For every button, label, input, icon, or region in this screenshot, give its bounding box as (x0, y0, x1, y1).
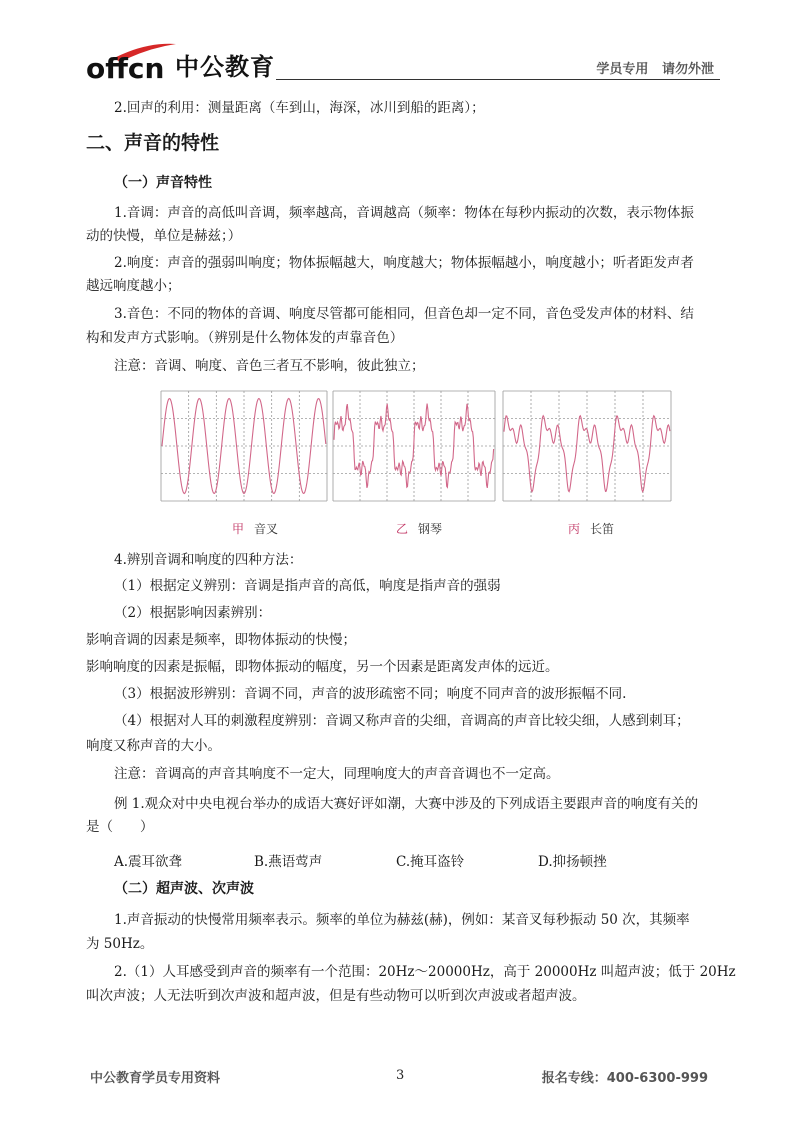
timbre-line-2: 构和发声方式影响。（辨别是什么物体发的声靠音色） (86, 330, 404, 346)
scope-grid (161, 391, 327, 501)
footer-label: 中公教育学员专用资料 (90, 1071, 221, 1086)
pitch-line-2: 动的快慢，单位是赫兹；） (86, 228, 242, 244)
note-independent: 注意：音调、响度、音色三者互不影响，彼此独立； (114, 358, 425, 374)
method-2: （2）根据影响因素辨别： (114, 605, 272, 621)
method-2-pitch-factor: 影响音调的因素是频率，即物体振动的快慢； (86, 632, 356, 648)
echo-usage-line: 2.回声的利用：测量距离（车到山，海深，冰川到船的距离）； (114, 100, 485, 116)
waveform-tuning-fork (160, 390, 328, 502)
timbre-line-1: 3.音色：不同的物体的音调、响度尽管都可能相同，但音色却一定不同，音色受发声体的材料、结 (114, 306, 694, 322)
offcn-logo-mark (86, 40, 178, 84)
loudness-line-1: 2.响度：声音的强弱叫响度；物体振幅越大，响度越大；物体振幅越小，响度越小；听者距发声者 (114, 255, 694, 271)
example-1-line-2: 是（ ） (86, 819, 154, 835)
method-1: （1）根据定义辨别：音调是指声音的高低，响度是指声音的强弱 (114, 578, 501, 594)
method-4-line-1: （4）根据对人耳的刺激程度辨别：音调又称声音的尖细，音调高的声音比较尖细，人感到刺耳； (114, 713, 690, 729)
method-3: （3）根据波形辨别：音调不同，声音的波形疏密不同；响度不同声音的波形振幅不同. (114, 686, 627, 702)
section-heading: 二、声音的特性 (86, 132, 220, 154)
ultrasound-line-1: 1.声音振动的快慢常用频率表示。频率的单位为赫兹(赫)，例如：某音叉每秒振动 50 次，其频率 (114, 912, 690, 928)
method-2-loudness-factor: 影响响度的因素是振幅，即物体振动的幅度，另一个因素是距离发声体的远近。 (86, 659, 559, 675)
caption-piano: 乙 钢琴 (396, 522, 443, 536)
example-1-line-1: 例 1.观众对中央电视台举办的成语大赛好评如潮，大赛中涉及的下列成语主要跟声音的响度有关的 (114, 796, 699, 812)
option-c: C.掩耳盗铃 (396, 854, 465, 870)
subsection-heading-2: （二）超声波、次声波 (114, 881, 254, 897)
method-4-line-2: 响度又称声音的大小。 (86, 738, 221, 754)
subsection-heading-1: （一）声音特性 (114, 175, 212, 191)
loudness-line-2: 越远响度越小； (86, 278, 181, 294)
scope-grid (503, 391, 671, 501)
waveform-tuning-fork-svg (160, 390, 328, 502)
ultrasound-line-2: 为 50Hz。 (86, 936, 154, 952)
waveform-flute-svg (502, 390, 672, 502)
pitch-line-1: 1.音调：声音的高低叫音调，频率越高，音调越高（频率：物体在每秒内振动的次数，表示物体振 (114, 205, 694, 221)
caption-tuning-fork: 甲 音叉 (232, 522, 279, 536)
caption-flute: 丙 长笛 (568, 522, 615, 536)
four-methods-heading: 4.辨别音调和响度的四种方法： (114, 552, 303, 568)
note-pitch-loudness: 注意：音调高的声音其响度不一定大，同理响度大的声音音调也不一定高。 (114, 766, 560, 782)
ultrasound-line-4: 叫次声波；人无法听到次声波和超声波，但是有些动物可以听到次声波或者超声波。 (86, 988, 586, 1004)
header-rule (276, 79, 720, 80)
ultrasound-line-3: 2.（1）人耳感受到声音的频率有一个范围：20Hz～20000Hz，高于 20000Hz 叫超声波；低于 20Hz (114, 964, 736, 980)
svg-text:offcn: offcn (86, 52, 165, 84)
page-number: 3 (396, 1068, 405, 1083)
option-d: D.抑扬顿挫 (538, 854, 607, 870)
option-b: B.燕语莺声 (254, 854, 323, 870)
waveform-piano (332, 390, 496, 502)
waveform-piano-svg (332, 390, 496, 502)
option-a: A.震耳欲聋 (114, 854, 183, 870)
header-tag: 学员专用 请勿外泄 (596, 62, 714, 77)
logo-chinese-name: 中公教育 (175, 53, 275, 81)
footer-hotline: 报名专线：400-6300-999 (541, 1071, 708, 1086)
waveform-flute (502, 390, 672, 502)
